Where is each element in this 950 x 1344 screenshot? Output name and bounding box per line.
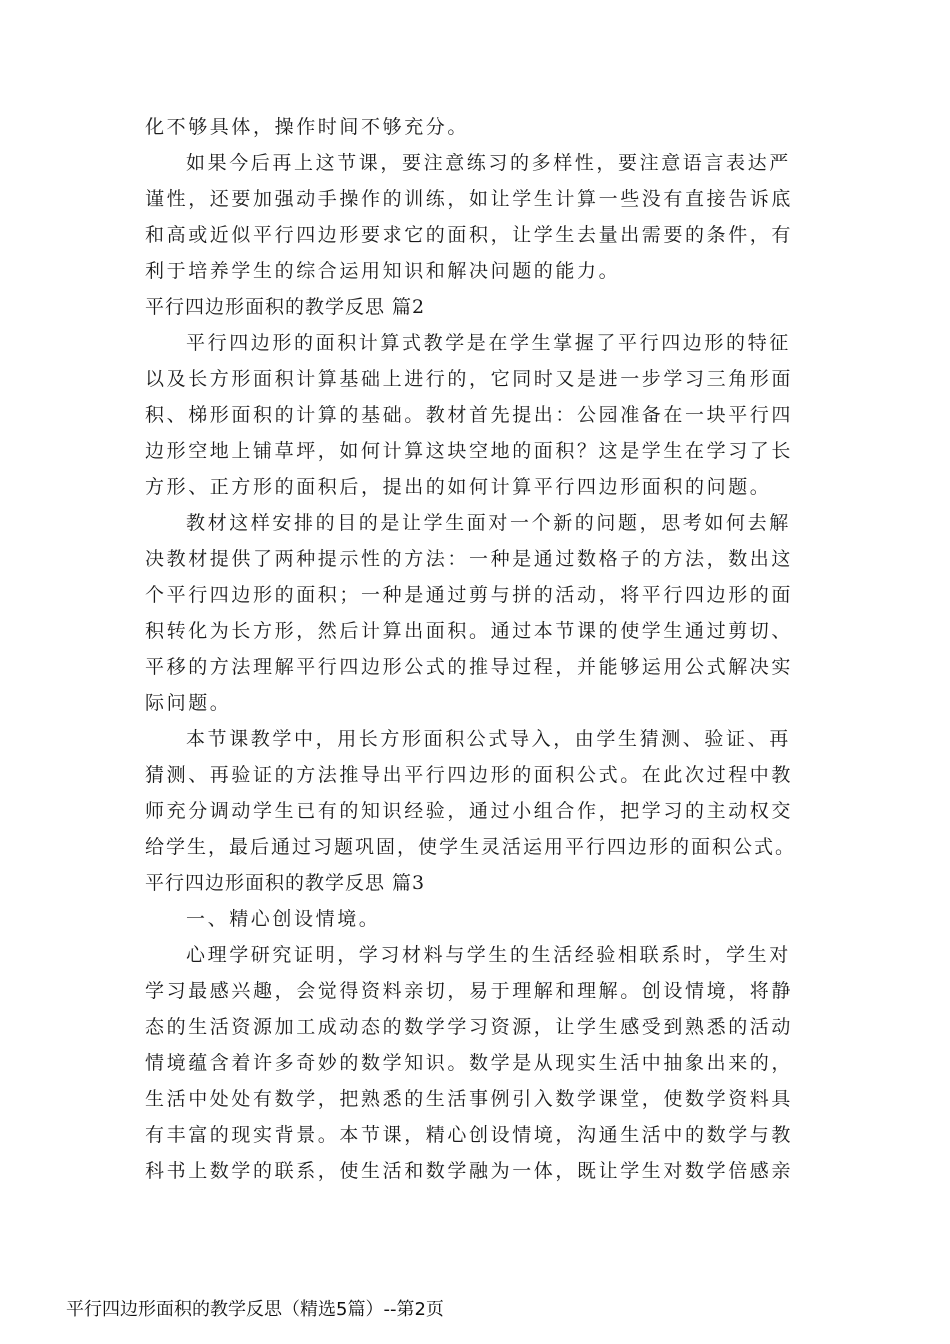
section-heading: 平行四边形面积的教学反思 篇3 <box>145 872 426 894</box>
text-line: 态的生活资源加工成动态的数学学习资源，让学生感受到熟悉的活动 <box>145 1016 794 1038</box>
text-line: 边形空地上铺草坪，如何计算这块空地的面积？这是学生在学习了长 <box>145 440 794 462</box>
text-line: 给学生，最后通过习题巩固，使学生灵活运用平行四边形的面积公式。 <box>145 836 797 858</box>
text-line: 积、梯形面积的计算的基础。教材首先提出：公园准备在一块平行四 <box>145 404 794 426</box>
text-line: 有丰富的现实背景。本节课，精心创设情境，沟通生活中的数学与教 <box>145 1124 794 1146</box>
text-line: 以及长方形面积计算基础上进行的，它同时又是进一步学习三角形面 <box>145 368 794 390</box>
text-line: 本节课教学中，用长方形面积公式导入，由学生猜测、验证、再 <box>186 728 791 750</box>
text-line: 心理学研究证明，学习材料与学生的生活经验相联系时，学生对 <box>186 944 791 966</box>
text-line: 一、精心创设情境。 <box>186 908 381 930</box>
text-line: 平移的方法理解平行四边形公式的推导过程，并能够运用公式解决实 <box>145 656 794 678</box>
text-line: 方形、正方形的面积后，提出的如何计算平行四边形面积的问题。 <box>145 476 772 498</box>
text-line: 情境蕴含着许多奇妙的数学知识。数学是从现实生活中抽象出来的， <box>145 1052 794 1074</box>
section-heading: 平行四边形面积的教学反思 篇2 <box>145 296 426 318</box>
text-line: 谨性，还要加强动手操作的训练，如让学生计算一些没有直接告诉底 <box>145 188 794 210</box>
text-line: 利于培养学生的综合运用知识和解决问题的能力。 <box>145 260 621 282</box>
text-line: 平行四边形的面积计算式教学是在学生掌握了平行四边形的特征 <box>186 332 791 354</box>
text-line: 积转化为长方形，然后计算出面积。通过本节课的使学生通过剪切、 <box>145 620 794 642</box>
text-line: 如果今后再上这节课，要注意练习的多样性，要注意语言表达严 <box>186 152 791 174</box>
text-line: 生活中处处有数学，把熟悉的生活事例引入数学课堂，使数学资料具 <box>145 1088 794 1110</box>
text-line: 个平行四边形的面积；一种是通过剪与拼的活动，将平行四边形的面 <box>145 584 794 606</box>
text-line: 和高或近似平行四边形要求它的面积，让学生去量出需要的条件，有 <box>145 224 794 246</box>
text-line: 师充分调动学生已有的知识经验，通过小组合作，把学习的主动权交 <box>145 800 794 822</box>
page-footer: 平行四边形面积的教学反思（精选5篇）--第2页 <box>66 1299 444 1320</box>
text-line: 猜测、再验证的方法推导出平行四边形的面积公式。在此次过程中教 <box>145 764 794 786</box>
text-line: 学习最感兴趣，会觉得资料亲切，易于理解和理解。创设情境，将静 <box>145 980 794 1002</box>
text-line: 科书上数学的联系，使生活和数学融为一体，既让学生对数学倍感亲 <box>145 1160 794 1182</box>
text-line: 化不够具体，操作时间不够充分。 <box>145 116 470 138</box>
text-line: 教材这样安排的目的是让学生面对一个新的问题，思考如何去解 <box>186 512 791 534</box>
text-line: 决教材提供了两种提示性的方法：一种是通过数格子的方法，数出这 <box>145 548 794 570</box>
text-line: 际问题。 <box>145 692 232 714</box>
